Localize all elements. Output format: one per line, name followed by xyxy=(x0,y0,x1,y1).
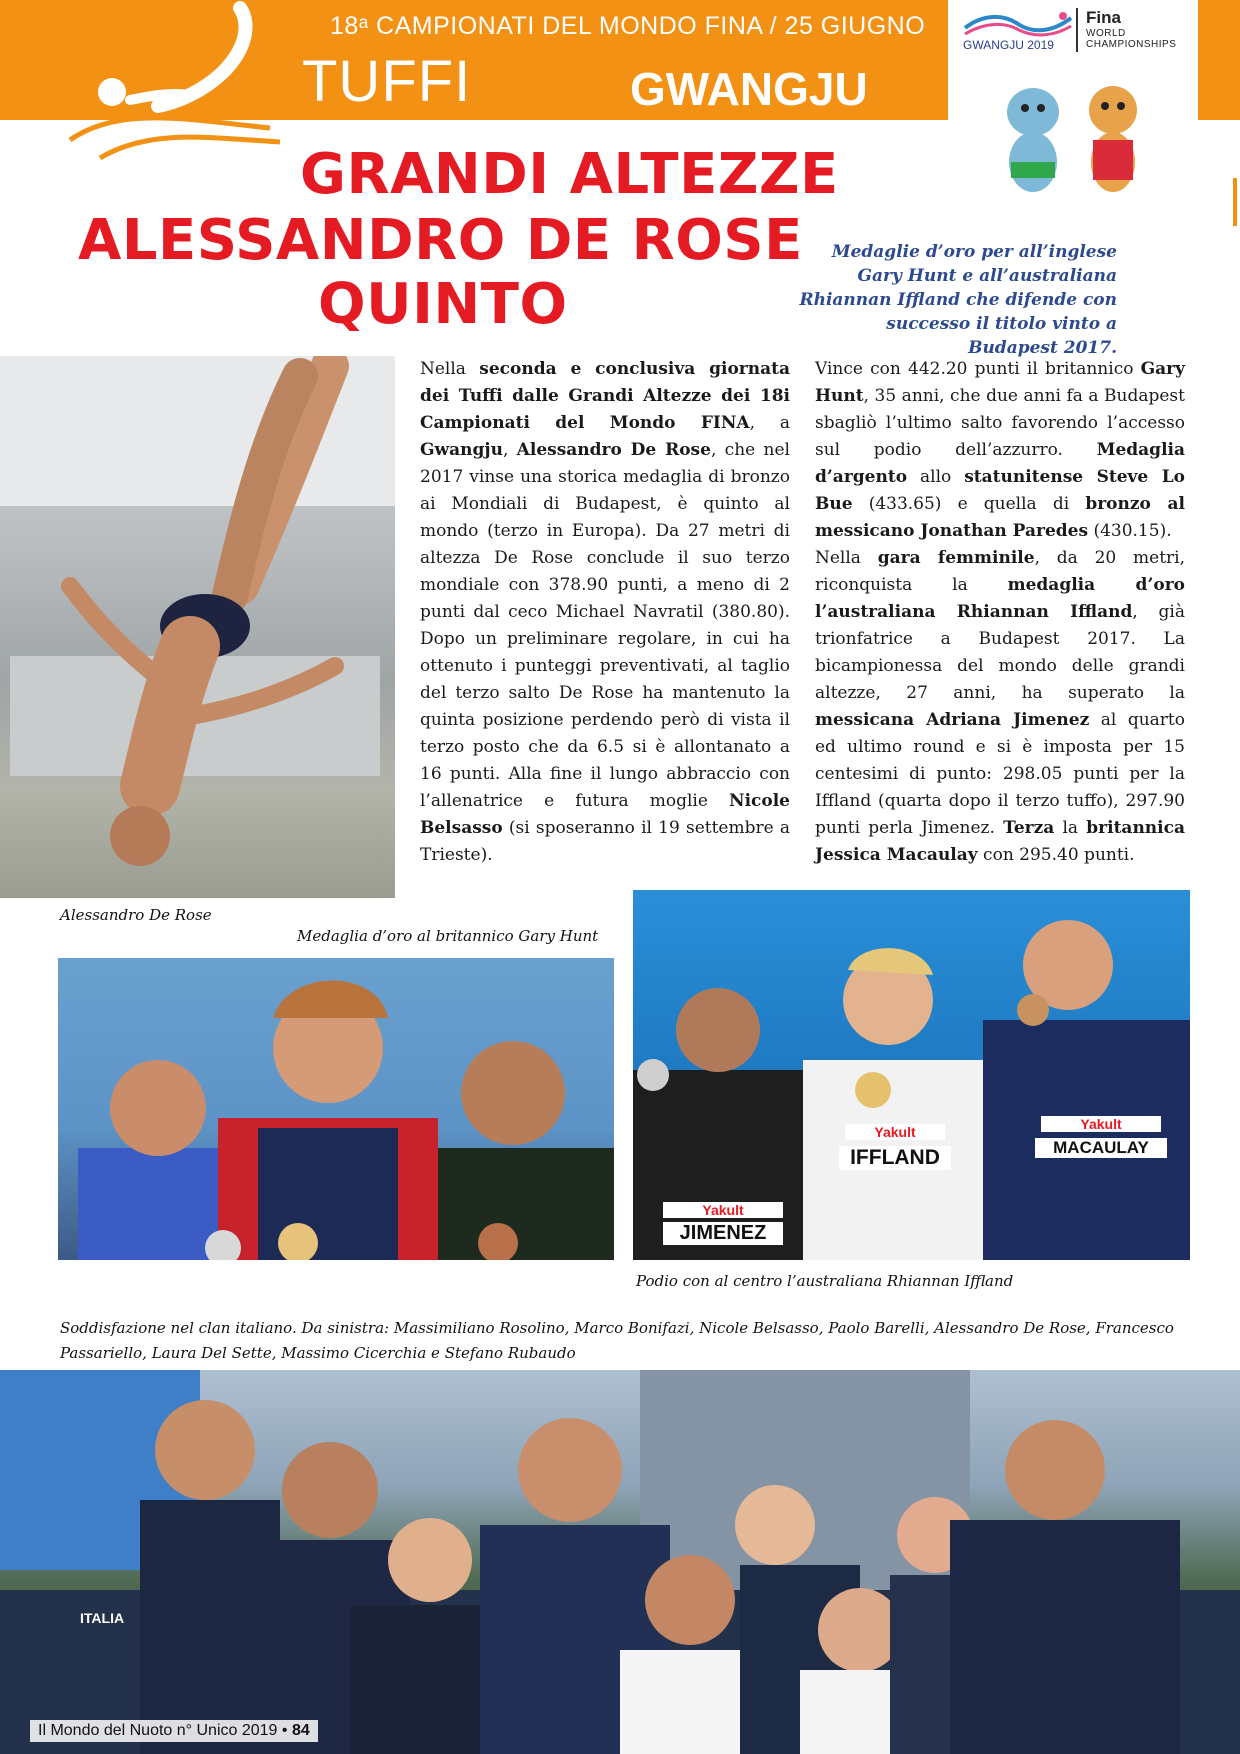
bib-sponsor: Yakult xyxy=(845,1124,945,1140)
women-podium-photo xyxy=(633,890,1190,1260)
diver-caption: Alessandro De Rose xyxy=(60,906,212,924)
city-title: GWANGJU xyxy=(630,63,868,115)
text-run: Nella xyxy=(815,548,878,568)
text-run: (si sposeranno il 19 settembre a Trieste). xyxy=(420,818,790,865)
text-run-bold: seconda e conclusiva giornata dei Tuffi dalle Grandi Altezze dei 18i Campionati del Mondo FINA xyxy=(420,359,790,433)
article-column-1 xyxy=(420,356,790,869)
men-podium-caption: Medaglia d’oro al britannico Gary Hunt xyxy=(297,927,599,945)
women-podium-caption: Podio con al centro l’australiana Rhiannan Iffland xyxy=(636,1272,1014,1290)
text-run: , 35 anni, che due anni fa a Budapest sbagliò l’ultimo salto favorendo l’accesso sul podio dell’azzurro. xyxy=(815,386,1185,460)
text-run-bold: Alessandro De Rose xyxy=(516,440,711,460)
text-run: Vince con 442.20 punti il britannico xyxy=(815,359,1141,379)
text-run-bold: gara femminile xyxy=(877,548,1035,568)
men-podium-photo xyxy=(58,958,614,1260)
page-footer xyxy=(30,1720,318,1742)
text-run-bold: statunitense Steve Lo Bue xyxy=(815,467,1185,514)
text-run-bold: medaglia d’oro l’australiana Rhiannan Iffland xyxy=(815,575,1185,622)
text-run: al quarto ed ultimo round e si è imposta per 15 centesimi di punto: 298.05 punti per la Iffland (quarta dopo il terzo tuffo), 297.90 punti perla Jimenez. xyxy=(815,710,1185,838)
text-run: Nella xyxy=(420,359,480,379)
article-paragraph xyxy=(815,545,1185,869)
wc-line1: WORLD xyxy=(1086,28,1126,39)
bib-jimenez: JIMENEZ xyxy=(663,1222,783,1245)
bib-sponsor: Yakult xyxy=(663,1202,783,1218)
headline-line2: ALESSANDRO DE ROSE xyxy=(78,208,803,273)
text-run: , già trionfatrice a Budapest 2017. La bicampionessa del mondo delle grandi altezze, 27 anni, ha superato la xyxy=(815,602,1186,703)
text-run: (430.15). xyxy=(1088,521,1172,541)
championship-logo xyxy=(948,0,1198,205)
men-podium-figures-icon xyxy=(58,958,614,1260)
logo-divider xyxy=(1076,8,1078,52)
side-marker xyxy=(1233,178,1237,226)
text-run: , a xyxy=(749,413,791,433)
logo-city-year: GWANGJU 2019 xyxy=(963,38,1054,52)
article-paragraph xyxy=(420,356,790,869)
italian-team-photo xyxy=(0,1370,1240,1754)
group-figures-icon xyxy=(0,1370,1240,1754)
bib-sponsor: Yakult xyxy=(1041,1116,1161,1132)
diver-figure-icon xyxy=(0,356,395,898)
article-paragraph xyxy=(815,356,1185,545)
diver-photo xyxy=(0,356,395,898)
footer-publication: Il Mondo del Nuoto n° Unico 2019 • xyxy=(38,1722,288,1739)
fina-logo xyxy=(1086,8,1196,50)
deck-text: Medaglie d’oro per all’inglese Gary Hunt e all’australiana Rhiannan Iffland che difende con successo il titolo vinto a Budapest 2017. xyxy=(799,242,1117,358)
headline-line3: QUINTO xyxy=(318,272,568,337)
text-run: con 295.40 punti. xyxy=(977,845,1135,865)
mascots-icon xyxy=(973,70,1173,200)
section-title: TUFFI xyxy=(302,49,472,114)
swimmer-logo-icon xyxy=(40,0,300,170)
bib-macaulay: MACAULAY xyxy=(1035,1138,1167,1158)
text-run-bold: Terza xyxy=(1003,818,1055,838)
text-run-bold: britannica Jessica Macaulay xyxy=(815,818,1185,865)
text-run: la xyxy=(1054,818,1087,838)
group-caption: Soddisfazione nel clan italiano. Da sinistra: Massimiliano Rosolino, Marco Bonifazi, Nicole Belsasso, Paolo Barelli, Alessandro De Rose, Francesco Passariello, Laura Del Sette, Massimo Cicerchia e Stefano Rubaudo xyxy=(60,1319,1174,1362)
headline-line1: GRANDI ALTEZZE xyxy=(300,142,839,207)
article-column-2 xyxy=(815,356,1185,869)
text-run-bold: Gwangju xyxy=(420,440,503,460)
text-run: allo xyxy=(907,467,965,487)
text-run-bold: messicana Adriana Jimenez xyxy=(815,710,1090,730)
text-run-bold: bronzo al messicano Jonathan Paredes xyxy=(815,494,1185,541)
text-run: , che nel 2017 vinse una storica medaglia di bronzo ai Mondiali di Budapest, è quinto al mondo (terzo in Europa). Da 27 metri di altezza De Rose conclude il suo terzo mondiale con 378.90 punti, a meno di 2 punti dal ceco Michael Navratil (380.80). Dopo un preliminare regolare, in cui ha ottenuto i punteggi preventivati, al taglio del terzo salto De Rose ha mantenuto la quinta posizione perdendo però di vista il terzo posto che da 6.5 si è allontanato a 16 punti. Alla fine il lungo abbraccio con l’allenatrice e futura moglie xyxy=(420,440,790,811)
text-run-bold: Nicole Belsasso xyxy=(420,791,790,838)
fina-wordmark: Fina xyxy=(1086,8,1121,27)
header-subtitle: 18ᵃ CAMPIONATI DEL MONDO FINA / 25 GIUGNO xyxy=(330,12,926,40)
team-label: ITALIA xyxy=(80,1610,125,1626)
text-run-bold: Gary Hunt xyxy=(815,359,1185,406)
text-run: (433.65) e quella di xyxy=(852,494,1086,514)
text-run-bold: Medaglia d’argento xyxy=(815,440,1185,487)
wc-line2: CHAMPIONSHIPS xyxy=(1086,39,1177,50)
page-number: 84 xyxy=(291,1722,310,1739)
text-run: , xyxy=(502,440,517,460)
bib-iffland: IFFLAND xyxy=(839,1146,951,1170)
waves-logo-icon xyxy=(963,10,1073,38)
text-run: , da 20 metri, riconquista la xyxy=(815,548,1186,595)
